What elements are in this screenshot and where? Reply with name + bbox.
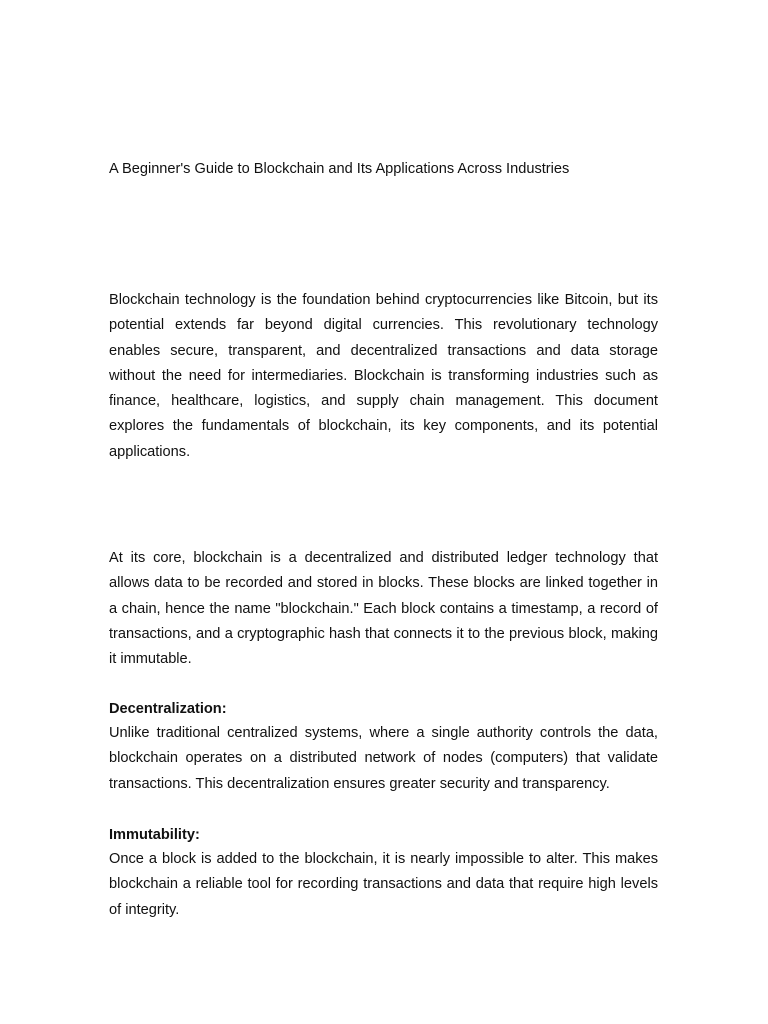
section-heading-decentralization: Decentralization:	[109, 701, 227, 717]
section-body-decentralization: Unlike traditional centralized systems, where a single authority controls the data, blockchain operates on a distributed network of nodes (computers) that validate transactions. This decentralization ensures greater security and transparency.	[109, 725, 658, 792]
section-heading-immutability: Immutability:	[109, 827, 200, 843]
intro-paragraph: Blockchain technology is the foundation behind cryptocurrencies like Bitcoin, but its potential extends far beyond digital currencies. This revolutionary technology enables secure, transparent, and decentralized transactions and data storage without the need for intermediaries. Blockchain is transforming industries such as finance, healthcare, logistics, and supply chain management. This document explores the fundamentals of blockchain, its key components, and its potential applications.	[109, 292, 658, 460]
section-body-immutability: Once a block is added to the blockchain, it is nearly impossible to alter. This makes blockchain a reliable tool for recording transactions and data that require high levels of integrity.	[109, 851, 658, 918]
document-title: A Beginner's Guide to Blockchain and Its Applications Across Industries	[109, 161, 570, 177]
core-paragraph: At its core, blockchain is a decentralized and distributed ledger technology that allows data to be recorded and stored in blocks. These blocks are linked together in a chain, hence the name "blockchain." Each block contains a timestamp, a record of transactions, and a cryptographic hash that connects it to the previous block, making it immutable.	[109, 550, 658, 668]
